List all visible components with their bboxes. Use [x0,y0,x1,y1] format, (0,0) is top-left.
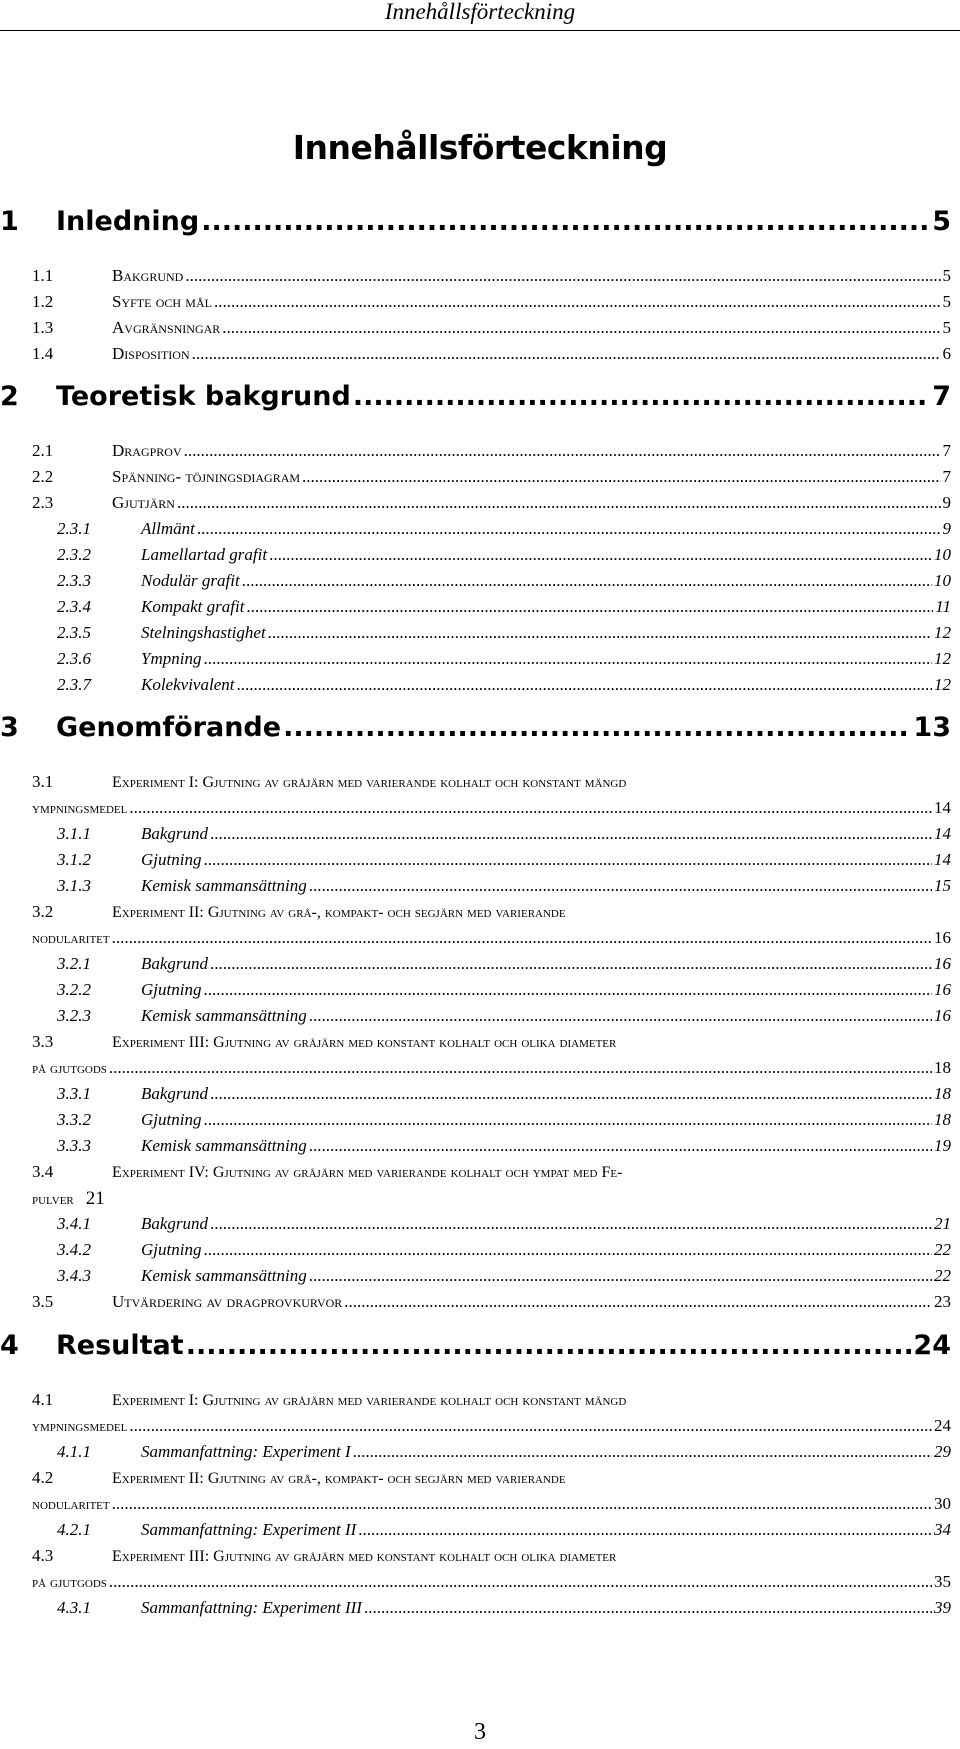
toc-entry-3-4-3[interactable] [57,1266,951,1286]
toc-entry-number: 3.5 [32,1292,54,1311]
toc-entry-page: 7 [932,381,951,412]
toc-entry-page: 5 [942,318,951,337]
toc-entry-page: 9 [942,519,951,538]
toc-entry-number: 3.4.1 [57,1214,91,1233]
toc-entry-page: 12 [934,649,951,668]
toc-entry-label: Experiment II: Gjutning av grå-, kompakt- och segjärn med varierande [112,1470,566,1487]
toc-entry-label: Stelningshastighet [141,623,266,642]
toc-entry-1-1[interactable] [32,266,951,286]
toc-entry-2[interactable] [0,381,951,412]
toc-entry-line1 [32,772,951,792]
toc-entry-number: 2.3 [32,493,54,512]
toc-leader-dots [214,292,941,312]
toc-entry-number: 4.2 [32,1468,54,1487]
toc-entry-label: Nodulär grafit [141,571,240,590]
toc-entry-label: Bakgrund [141,954,209,973]
toc-entry-label: Gjutjärn [112,493,175,512]
toc-entry-line2 [32,1416,951,1436]
toc-entry-1-4[interactable] [32,344,951,364]
toc-entry-number: 2.1 [32,441,54,460]
toc-entry-page: 7 [942,467,951,486]
toc-entry-line2 [32,1058,951,1078]
toc-entry-label: Experiment III: Gjutning av gråjärn med konstant kolhalt och olika diameter [112,1548,617,1565]
toc-leader-dots [222,318,940,338]
toc-leader-dots [203,1110,932,1130]
toc-entry-number: 1.4 [32,344,54,363]
toc-leader-dots [203,980,932,1000]
toc-entry-number: 3.1.2 [57,850,91,869]
toc-entry-number: 3.2 [32,902,54,921]
toc-entry-label: Genomförande [56,712,282,743]
toc-leader-dots [109,1058,932,1078]
toc-entry-number: 2 [0,381,19,412]
toc-entry-2-3[interactable] [32,493,951,513]
toc-entry-2-1[interactable] [32,441,951,461]
toc-entry-2-3-4[interactable] [57,597,951,617]
toc-entry-number: 3.4 [32,1162,54,1181]
toc-entry-line2 [32,798,951,818]
toc-entry-2-3-7[interactable] [57,675,951,695]
toc-entry-number: 2.2 [32,467,54,486]
toc-leader-dots [109,1572,932,1592]
toc-leader-dots [268,623,932,643]
toc-entry-label: Kemisk sammansättning [141,1266,307,1285]
toc-entry-page: 39 [934,1598,951,1617]
toc-entry-label: Avgränsningar [112,318,221,337]
toc-entry-4-3-1[interactable] [57,1598,951,1618]
toc-entry-page: 14 [934,824,951,843]
toc-entry-number: 3.2.3 [57,1006,91,1025]
toc-entry-number: 4.1.1 [57,1442,91,1461]
toc-entry-page: 16 [934,1006,951,1025]
toc-entry-page: 18 [934,1084,951,1103]
toc-entry-number: 4.2.1 [57,1520,91,1539]
toc-entry-page: 22 [934,1240,951,1259]
toc-entry-page: 12 [934,675,951,694]
toc-entry-page: 5 [942,266,951,285]
toc-entry-label: Lamellartad grafit [141,545,268,564]
toc-leader-dots [186,1330,912,1361]
toc-entry-number: 3 [0,712,19,743]
toc-entry-number: 2.3.3 [57,571,91,590]
toc-entry-1-3[interactable] [32,318,951,338]
toc-entry-label: Bakgrund [141,824,209,843]
toc-entry-line1 [32,1032,951,1052]
toc-entry-page: 10 [934,571,951,590]
running-header: Innehållsförteckning [384,0,576,24]
toc-entry-number: 4.3.1 [57,1598,91,1617]
toc-entry-label: Experiment III: Gjutning av gråjärn med konstant kolhalt och olika diameter [112,1034,617,1051]
toc-entry-number: 3.1 [32,772,54,791]
toc-entry-page: 29 [934,1442,951,1461]
toc-leader-dots [309,1006,932,1026]
toc-entry-number: 2.3.5 [57,623,91,642]
toc-leader-dots [197,519,941,539]
toc-leader-dots [210,1214,932,1234]
toc-entry-2-3-2[interactable] [57,545,951,565]
toc-entry-line2 [32,928,951,948]
toc-leader-dots [203,1240,932,1260]
toc-leader-dots [344,1292,932,1312]
toc-entry-3-4-2[interactable] [57,1240,951,1260]
toc-entry-line1 [32,1468,951,1488]
toc-entry-number: 1.3 [32,318,54,337]
toc-entry-line1 [32,1546,951,1566]
toc-leader-dots [203,850,932,870]
toc-entry-label: Kompakt grafit [141,597,245,616]
toc-entry-page: 7 [942,441,951,460]
toc-entry-page: 10 [934,545,951,564]
toc-entry-number: 3.3.2 [57,1110,91,1129]
toc-entry-label-continued: ympningsmedel [32,1418,128,1435]
toc-entry-number: 3.1.3 [57,876,91,895]
toc-leader-dots [210,1084,932,1104]
toc-entry-number: 2.3.2 [57,545,91,564]
toc-entry-line1 [32,902,951,922]
toc-entry-page: 16 [934,928,951,947]
toc-leader-dots [129,1416,932,1436]
toc-entry-label: Kemisk sammansättning [141,1006,307,1025]
toc-entry-1[interactable] [0,206,951,237]
toc-leader-dots [302,467,940,487]
toc-entry-label-continued: pulver [32,1191,74,1208]
toc-entry-label: Experiment IV: Gjutning av gråjärn med varierande kolhalt och ympat med Fe- [112,1164,623,1181]
toc-entry-4-1-1[interactable] [57,1442,951,1462]
toc-entry-number: 2.3.1 [57,519,91,538]
toc-entry-label: Teoretisk bakgrund [56,381,351,412]
toc-leader-dots [210,824,932,844]
toc-entry-3-3-2[interactable] [57,1110,951,1130]
toc-entry-label-continued: på gjutgods [32,1574,107,1591]
toc-entry-3-1-1[interactable] [57,824,951,844]
toc-entry-3-1-3[interactable] [57,876,951,896]
toc-entry-number: 3.2.2 [57,980,91,999]
toc-entry-label: Experiment II: Gjutning av grå-, kompakt- och segjärn med varierande [112,904,566,921]
toc-entry-page: 12 [934,623,951,642]
toc-entry-2-3-3[interactable] [57,571,951,591]
toc-entry-label-continued: nodularitet [32,930,110,947]
toc-leader-dots [309,1266,932,1286]
toc-entry-page: 21 [934,1214,951,1233]
toc-entry-page: 22 [934,1266,951,1285]
toc-entry-label: Sammanfattning: Experiment II [141,1520,357,1539]
toc-leader-dots [353,381,930,412]
toc-entry-4[interactable] [0,1330,951,1361]
toc-leader-dots [309,876,932,896]
toc-leader-dots [283,712,911,743]
toc-entry-number: 3.3 [32,1032,54,1051]
toc-entry-number: 2.3.6 [57,649,91,668]
toc-entry-line2 [32,1188,951,1210]
toc-entry-3-2-2[interactable] [57,980,951,1000]
toc-leader-dots [364,1598,932,1618]
toc-entry-label: Resultat [56,1330,184,1361]
toc-entry-page: 9 [942,493,951,512]
toc-entry-page: 14 [934,850,951,869]
toc-leader-dots [246,597,933,617]
toc-entry-label: Ympning [141,649,202,668]
toc-entry-4-2-1[interactable] [57,1520,951,1540]
toc-entry-page: 35 [934,1572,951,1591]
toc-entry-label: Inledning [56,206,200,237]
toc-entry-number: 1 [0,206,19,237]
toc-entry-number: 3.3.3 [57,1136,91,1155]
toc-leader-dots [112,1494,932,1514]
toc-entry-label: Disposition [112,344,190,363]
toc-entry-label: Gjutning [141,850,202,869]
toc-entry-line1 [32,1390,951,1410]
toc-entry-label: Kemisk sammansättning [141,1136,307,1155]
toc-entry-3[interactable] [0,712,951,743]
toc-entry-number: 3.2.1 [57,954,91,973]
toc-entry-page: 5 [942,292,951,311]
toc-entry-page: 21 [85,1188,105,1209]
toc-entry-label: Sammanfattning: Experiment I [141,1442,351,1461]
toc-entry-number: 2.3.7 [57,675,91,694]
toc-entry-page: 30 [934,1494,951,1513]
toc-entry-2-3-6[interactable] [57,649,951,669]
toc-entry-page: 16 [934,954,951,973]
toc-entry-2-3-5[interactable] [57,623,951,643]
toc-entry-label: Dragprov [112,441,182,460]
toc-leader-dots [185,266,940,286]
toc-entry-label: Spänning- töjningsdiagram [112,467,301,486]
toc-entry-line2 [32,1572,951,1592]
page-number: 3 [474,1719,486,1745]
toc-entry-number: 1.1 [32,266,54,285]
toc-leader-dots [184,441,941,461]
toc-entry-3-5[interactable] [32,1292,951,1312]
toc-entry-line2 [32,1494,951,1514]
toc-entry-1-2[interactable] [32,292,951,312]
toc-leader-dots [192,344,941,364]
toc-entry-label: Experiment I: Gjutning av gråjärn med varierande kolhalt och konstant mängd [112,774,627,791]
toc-entry-label: Kemisk sammansättning [141,876,307,895]
toc-leader-dots [210,954,932,974]
toc-entry-3-1-2[interactable] [57,850,951,870]
toc-entry-page: 14 [934,798,951,817]
toc-leader-dots [236,675,932,695]
page-title: Innehållsförteckning [292,128,668,167]
toc-entry-page: 5 [932,206,951,237]
toc-entry-label-continued: nodularitet [32,1496,110,1513]
toc-leader-dots [203,649,932,669]
toc-entry-page: 19 [934,1136,951,1155]
toc-entry-page: 16 [934,980,951,999]
toc-leader-dots [269,545,932,565]
toc-entry-page: 34 [934,1520,951,1539]
toc-entry-label: Gjutning [141,1240,202,1259]
toc-leader-dots [201,206,930,237]
toc-entry-page: 23 [934,1292,951,1311]
toc-entry-label: Bakgrund [141,1214,209,1233]
toc-entry-page: 13 [913,712,951,743]
toc-entry-number: 3.4.2 [57,1240,91,1259]
toc-entry-3-4-1[interactable] [57,1214,951,1234]
toc-entry-3-2-1[interactable] [57,954,951,974]
toc-entry-3-3-3[interactable] [57,1136,951,1156]
toc-entry-line1 [32,1162,951,1182]
toc-entry-page: 18 [934,1058,951,1077]
toc-entry-label: Kolekvivalent [141,675,235,694]
toc-entry-number: 1.2 [32,292,54,311]
toc-entry-page: 24 [913,1330,951,1361]
toc-leader-dots [353,1442,932,1462]
toc-leader-dots [242,571,932,591]
toc-leader-dots [177,493,941,513]
toc-leader-dots [129,798,932,818]
toc-entry-number: 4.1 [32,1390,54,1409]
toc-entry-label-continued: ympningsmedel [32,800,128,817]
toc-entry-number: 2.3.4 [57,597,91,616]
toc-entry-page: 11 [935,597,951,616]
toc-entry-number: 3.1.1 [57,824,91,843]
toc-entry-2-3-1[interactable] [57,519,951,539]
toc-entry-label-continued: på gjutgods [32,1060,107,1077]
toc-leader-dots [112,928,932,948]
toc-entry-label: Utvärdering av dragprovkurvor [112,1292,343,1311]
toc-entry-number: 4.3 [32,1546,54,1565]
toc-entry-page: 15 [934,876,951,895]
toc-leader-dots [309,1136,932,1156]
toc-entry-label: Gjutning [141,980,202,999]
toc-entry-label: Bakgrund [141,1084,209,1103]
toc-entry-2-2[interactable] [32,467,951,487]
toc-entry-label: Allmänt [141,519,195,538]
toc-entry-number: 4 [0,1330,19,1361]
toc-entry-page: 24 [934,1416,951,1435]
toc-entry-3-2-3[interactable] [57,1006,951,1026]
toc-entry-3-3-1[interactable] [57,1084,951,1104]
toc-entry-label: Gjutning [141,1110,202,1129]
toc-entry-number: 3.3.1 [57,1084,91,1103]
toc-leader-dots [358,1520,932,1540]
toc-entry-label: Sammanfattning: Experiment III [141,1598,362,1617]
toc-entry-number: 3.4.3 [57,1266,91,1285]
toc-entry-label: Experiment I: Gjutning av gråjärn med varierande kolhalt och konstant mängd [112,1392,627,1409]
toc-entry-label: Syfte och mål [112,292,212,311]
toc-entry-page: 18 [934,1110,951,1129]
toc-entry-page: 6 [942,344,951,363]
toc-entry-label: Bakgrund [112,266,184,285]
